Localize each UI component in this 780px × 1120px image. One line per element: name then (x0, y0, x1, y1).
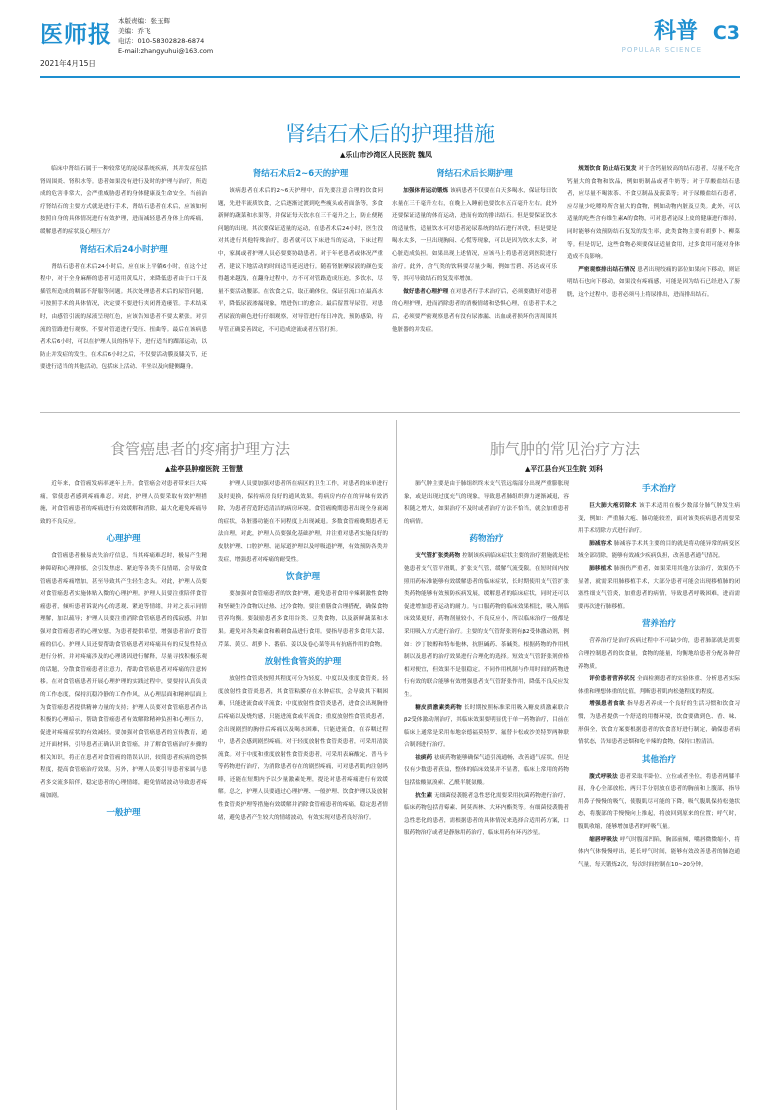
paragraph (578, 673, 740, 698)
subheading: 评价患者营养状况 (589, 676, 636, 683)
subheading: 规划饮食 防止结石复发 (578, 166, 637, 172)
article3-col1 (404, 478, 569, 1110)
subheading: 增强患者食欲 (589, 701, 625, 708)
text: 长时期按照标准采用吸入糖皮质激素联合β2受体激动剂治疗，其临床效果要明显优于单一药物治疗，目前在临床上通常是采用布地奈德福莫特罗、氟替卡松或沙美特罗两种联合制剂进行治疗。 (404, 704, 569, 749)
article2-col1 (40, 478, 207, 1110)
paragraph (404, 790, 569, 840)
editor-line: 本版责编：张玉辉 (118, 17, 170, 25)
section-heading: 饮食护理 (285, 572, 320, 583)
text: 该手术适用在极少数部分肺气肿发生病变，例如：严重肺大疱、肺功能较差，面对该类疾病患者需要采用手术切除方式进行治疗。 (578, 503, 740, 535)
text: 祛痰药物能够确保气道引流通畅，改善通气症状，但是仅有少数患者获益，整体的临床效果并不显著，临床上常用的药物包括盐酸氨溴索、乙酰半胱氨酸。 (404, 754, 569, 787)
paragraph (392, 185, 557, 286)
paragraph: 要加强对食管癌患者的饮食护理，避免患者食用辛辣刺激性食物和坚硬生冷食物以过热、过冷食物。要注重膳食合理搭配，确保食物营养均衡。要鼓励患者多食用谷类、豆类食物，以及新鲜蔬菜和水果。避免对各类素食和赖刺食品进行食用。要指导患者多食用大蒜、芹菜、黄豆、胡萝卜、番茄、姜以及卷心菜等具有抗癌作用的食物。 (218, 591, 388, 648)
subheading: 巨大肺大疱切除术 (589, 503, 637, 509)
text: 在对患者行手术治疗后，必须要做好对患者的心理护理，进而消除患者的消极情绪和恐惧心理，在患者手术之后，必须要严密观察患者有没有尿渗漏、出血或者损坏伤害周围其他脏器的并发症。 (392, 288, 557, 333)
article3-title: 肺气肿的常见治疗方法 (490, 440, 641, 458)
text: 全面检测患者的实验体重、分析患者实际体重和理想体重的比值，判断患者肌肉松弛程度的程度。 (578, 676, 740, 695)
section-heading: 肾结石术后2~6天的护理 (252, 169, 349, 179)
text: 指导患者养成一个良好的生活习惯和饮食习惯，为患者提供一个舒适的用餐环境，饮食要做到色、香、味、形俱全，饮食方案要根据患者的饮食喜好进行制定，确保患者病情状态，告知患者忌烟和吃辛辣的食物，保持口腔清洁。 (578, 701, 740, 746)
paragraph: 食管癌患者极易丧失治疗信息，当其疼痛难忍时，极易产生精神障碍和心理抑郁，会引发焦虑、紧迫等各类不良情绪，会导致食管癌患者疼痛增加，甚至导致其产生轻生念头。对此，护理人员要对食管癌患者实施体贴入微的心理护理。护理人员要注重陪伴食管癌患者，倾听患者诉说内心的悲观、紧迫等情绪，并对之表示同情理解，加以疏导；护理人员要注重消除食管癌患者的孤寂感，并加强对食管癌患者的心理安慰，为患者提供希望，增强患者治疗食管癌的信心。护理人员还要帮助食管癌患者对疼痛具有的反复性特点进行分析，并对疼痛涉及的心理诱因进行解释，尽量寻找积极乐观的话题，分散食管癌患者注意力，帮助食管癌患者对疼痛的注意转移。在对食管癌患者开展心理护理的实践过程中，要要持认真负责的工作态度，保持沉稳冷静的工作作风，从心理层面和精神层面上为食管癌患者提供精神力量的支持；护理人员要对食管癌患者作出积极的心理暗示，帮助食管癌患者有效解除精神负担和心理压力，促进对疼痛症状的有效减轻。要加强对食管癌患者的宣传教育，通过开面材料，引导患者正确认识食管癌，并了解食管癌治疗步骤的相关知识，将正在患者对食管癌的错误认识，较简患者疾病的恐惧程度，提高食管癌治疗效果。另外，护理人员要引导患者家属与患者多交流多陪伴，稳定患者的心理情绪，避免情绪波动导致患者疼痛加剧。 (40, 553, 207, 799)
paragraph (578, 563, 740, 613)
article2-byline: ▲盐亭县肿瘤医院 王智慧 (165, 465, 243, 473)
text: 控制该疾病临床症状主要的治疗措施就是松弛患者支气管平滑肌，扩张支气管，缓解气流受限。在短时间内按照用药标准能够有效缓解患者的临床症状，长时期使用支气管扩张类药物能够有效预防疾病发展，缓解患者的临床症状，同时还可以促进增加患者运动的耐力。与口服药物的临床效果相比，吸入剂临床效果更好，药物剂量较小，不良反应小，所以临床治疗一般都是采用吸入方式进行治疗。主要的支气管舒张剂有β2受体激动剂，例如：沙丁胺醇和特布他林，抗胆碱药、茶碱类。根据药物的作用机制以及患者的治疗效果进行合理化的选择。短效支气管舒张剂价格相对便宜，但效果不是很稳定。不同作用机制与作用时间的药物进行有效的联合能够有效增强患者支气管舒张作用，降低不良反应发生。 (404, 553, 569, 698)
paragraph: 肾结石患者在术后24小时后，应在床上平躺6小时，在这个过程中，对于全身麻醉的患者可适用黄瓜片，来降低患者由于口干及插管所造成的咽部不舒服等问题。其次处理患者术后的尿管问题，可按照手术的具体情况，决定要不要进行夹闭肾造瘘管。手术结束时，由感管引流的尿液呈现红色，应该告知患者不要太紧张。对引流的管路进行观察，不要对管道进行受压、扭曲等。最后在该病患者术后6小时，可以在护理人员的指导下，进行适当的踝部运动，以防止并发症的发生，在术后6小时之后，不仅要活动膜及膝关节，还要进行适当的其他活动，包括床上活动、半坐以及向健侧翻身。 (40, 263, 207, 371)
subheading: 缩唇呼吸法 (589, 836, 618, 843)
subheading: 严密观察排出结石情况 (578, 266, 636, 273)
section-heading: 肾结石术后24小时护理 (79, 244, 168, 255)
text: 肺减容手术其主要的目的就是将功能异常的病变区域全部切除，能够有效减少疾病负担，改善患者通气情况。 (578, 540, 740, 560)
text: 呼气时腹部凹陷，胸部前倾，嘴唇微微缩小，将体内气体慢慢呼出，延长呼气时间，能够有效改善患者的肺泡通气量，每天锻炼2次，每次时间控制在10~20分钟。 (578, 836, 740, 868)
subheading: 糖皮质激素类药物 (415, 704, 462, 711)
paragraph (404, 752, 569, 790)
paragraph (578, 698, 740, 748)
paragraph (392, 286, 557, 336)
article2-title: 食管癌患者的疼痛护理方法 (110, 440, 291, 458)
paragraph: 肺气肿主要是由于肺组织终末支气管远端部分出现严重膨胀现象，或是出现过度充气的现象，导致患者肺组织弹力逐渐减退，容积随之增大，如果治疗不及时或者治疗方法不恰当，就会加重患者的病情。 (404, 481, 569, 525)
subheading: 祛痰药 (415, 754, 433, 761)
paragraph (578, 771, 740, 834)
page-number: C3 (712, 22, 740, 44)
subheading: 抗生素 (415, 792, 433, 799)
subheading: 肺移植术 (589, 565, 613, 572)
paragraph: 护理人员要加强对患者所在病区的卫生工作，对患者的床单进行及时更换，保持病房良好的通风效果，将病房内存在的异味有效消除，为患者营造舒适清洁的病房环境。食管癌晚期患者出现全身衰竭的症状，各脏器功能在不同程度上出现减退。多数食管癌晚期患者无法自理，对此，护理人员要强化基础护理，并注重对患者实施良好的皮肤护理、口腔护理、泌尿道护理以及呼吸道护理，有效预防各类并发症，增强患者对疼痛的耐受性。 (218, 481, 388, 563)
editor-line: E-mail:zhangyuhui@163.com (118, 47, 214, 55)
subheading: 肺减容术 (589, 540, 613, 547)
paragraph (578, 538, 740, 563)
editor-line: 美编：乔飞 (118, 27, 151, 35)
section-heading: 其他治疗 (641, 754, 676, 765)
paragraph: 近年来，食管癌发病率逐年上升。食管癌会对患者带来巨大疼痛，常使患者感到疼痛难忍。对此，护理人员要采取有效护理措施，对食管癌患者的疼痛进行有效缓解和消除，最大化避免疼痛导致的不良反应。 (40, 481, 207, 525)
article2-col2 (218, 478, 388, 1110)
article-separator (40, 412, 740, 413)
text: 患者出现绞痛的部位如果向下移动，则证明结石也向下移动，如果没有疼痛感，可能是因为结石已经进入了膀胱，这个过程中，患者必须马上将尿排出，进而排出结石。 (567, 266, 740, 298)
text: 无细菌侵袭脆者急性恶化需要采用抗菌药物进行治疗，临床药物包括青霉素、阿莫西林、大环内酯类等。有细菌侵袭脆者急性恶化的患者，需根据患者的具体情况来选择合适用药方案，口服药物治疗或者是静脉用药治疗，临床用药有环丙沙星。 (404, 792, 569, 837)
section-title-en: POPULAR SCIENCE (621, 46, 702, 54)
text: 患者采取半卧位、立位或者坐位，将患者两膝半屈，身心全部放松，两只手分别放在患者的胸前和上腹部，指导用鼻子慢慢的吸气，使腹肌尽可能的下降，吸气腹肌保持松弛状态，将腹部的手慢慢向上推起，将放回到原来的位置；呼气时，腹肌收缩，能够增加患者的呼吸气量。 (578, 773, 740, 831)
section-heading: 手术治疗 (641, 484, 676, 494)
text: 对于含钙量较高的结石患者，尽量不吃含钙量大的食物和饮品，例如奶制品或者牛奶等；对于草酸盐结石患者，应尽量不喝浓茶、不食豆制品及菠菜等；对于尿酸盐结石患者，应尽量少吃嘌呤所含量大的食物，例如动物内脏及豆类。此外，可以适量的吃些含有维生素A的食物，可对患者泌尿上皮的健康进行维持，同时能够有效预防结石复发的发生率，此类食物主要有胡萝卜、柳菜等。但是切记，这些食物必须要保证适量食用，过多食用可能对身体造成不良影响。 (567, 166, 740, 261)
section-heading: 肾结石术后长期护理 (436, 169, 513, 179)
newspaper-logo: 医师报 (40, 21, 112, 48)
article3-byline: ▲平江县台兴卫生院 刘科 (525, 465, 603, 473)
paragraph: 放射性食管炎按照其程度可分为轻度、中度以及重度食管炎。轻度放射性食管炎患者，其食管粘膜存在水肿症状，会导致其下咽困难，只能进流食或半流食；中度放射性食管炎患者，进食会出现胸骨后疼痛以及烧灼感，只能进流食或半流食；重度放射性食管炎患者，会出现剧烈的胸骨后疼痛以及喝水困难，只能进流食，在吞咽过程中，患者会感到剧烈疼痛。对于轻度放射性食管炎患者，可采用清淡流食。对于中度和重度放射性食管炎患者，可采用表麻酸定、普马卡等药物进行治疗，为消除患者存在的剧烈疼痛，可对患者肌肉注射吗啡，还能在短期内予以少量激素处理，提论对患者疼痛进行有效缓解。总之，护理人员要通过心理护理、一般护理、饮食护理以及放射性食管炎护理等措施有效缓解并消除食管癌患者的疼痛，稳定患者情绪，避免患者产生较大的情绪波动，有效实现对患者良好治疗。 (218, 676, 388, 821)
section-heading: 一般护理 (106, 808, 141, 819)
section-heading: 心理护理 (106, 534, 141, 545)
issue-date: 2021年4月15日 (40, 59, 96, 68)
subheading: 支气管扩张类药物 (415, 553, 461, 560)
text: 该病患者不仅要在白天多喝水，保证每日饮水量在三千毫升左右，在晚上入睡前也要饮水五百毫升左右。此外还要保证适量的体育运动，进而有效的排出结石。但是要保证饮水的适量性，适量饮水可对患者泌尿系统的结石进行冲洗，但是要是喝水太多，一旦出现胸闷、心慌等现象，可以是因为饮水太多，对心脏造成负担。如果出现上述情况，应该马上将患者送到医院进行治疗。此外，含气类的饮料要尽量少喝，例如雪碧、苏达或可乐等，其可导致结石的复发率增加。 (392, 188, 557, 283)
column-divider (396, 420, 397, 1110)
section-heading: 营养治疗 (641, 619, 676, 630)
paragraph (567, 163, 740, 264)
text: 肺损伤严重者，如果采用其他方法治疗，效果仍不显著，就需采用肺移植手术，大部分患者可能会出现移植肺的闭塞性细支气管炎，加重患者的病情，导致患者呼吸困难，进而需要再次进行肺移植。 (578, 565, 740, 610)
article1-title: 肾结石术后的护理措施 (285, 122, 495, 146)
subheading: 加强体育运动锻炼 (403, 188, 449, 194)
editor-line: 电话：010-58302828-6874 (118, 37, 205, 45)
paragraph: 临床中肾结石属于一种较常见的泌尿系统疾病，其并发症包括肾周围炎、肾积水等。患者如果没有进行及时的护理与治疗，所造成的危害非常大，会严重威胁患者的身体健康及生命安全。当前治疗肾结石的主要方式就是进行手术，肾结石患者在术后，应该如何按照自身的具体情况进行有效护理，进而减轻患者身体上的疼痛，缓解患者的症状及心理压力？ (40, 166, 207, 235)
paragraph: 营养治疗是治疗疾病过程中不可缺少的，患者肺部就是需要合理控制患者的饮食量，食物的能量，均衡地给患者分配各种营养物质。 (578, 638, 740, 670)
section-heading: 放射性食管炎的护理 (264, 657, 342, 668)
section-heading: 药物治疗 (469, 534, 504, 545)
subheading: 腹式呼吸法 (589, 773, 618, 780)
article1-col1 (40, 163, 207, 406)
paragraph (404, 550, 569, 701)
paragraph (578, 500, 740, 538)
article1-byline: ▲乐山市沙湾区人民医院 魏凤 (340, 151, 432, 159)
header-rule (40, 76, 740, 78)
article1-col3 (392, 163, 557, 406)
article1-col4 (567, 163, 740, 406)
paragraph (578, 834, 740, 872)
editor-info (118, 16, 213, 56)
subheading: 做好患者心理护理 (403, 288, 449, 295)
paragraph (567, 264, 740, 302)
paragraph: 该病患者在术后的2~6天护理中，首先要注意合理的饮食问题，先进半流质饮食，之后逐渐过渡到吃些瘦头或者面条等，多食新鲜的蔬菜和水果等，并保证每天饮水在三千毫升之上，防止便秘问题的出现。其次要保证适量的运动，在患者术后24小时，医生没对其进行其他特殊治疗，患者就可以下床进当的运动，下床过程中，家属或者护理人员必要要协助患者。对于年老患者或体况严重者，建议下地活动的时间适当延迟进行。随着肾脏摩尿液的颜色变得越来越浅，在翻身过程中，方不可对管路造成压迫。多饮水，尽量不要活动腰部。在饮食之后，取正确体位，保证引流口在最高水平，降低尿液渗漏现象，增进伤口的愈合。最后留置导尿管，对患者尿液的颜色进行仔细观察，对导管进行每日冲洗，预防感染，待导管正确妥善固定，不可造成逆流或者压管打折。 (218, 188, 383, 333)
article1-col2 (218, 163, 383, 406)
section-title: 科普 (653, 19, 698, 44)
masthead (40, 14, 740, 76)
article3-col2 (578, 478, 740, 1110)
paragraph (404, 702, 569, 752)
